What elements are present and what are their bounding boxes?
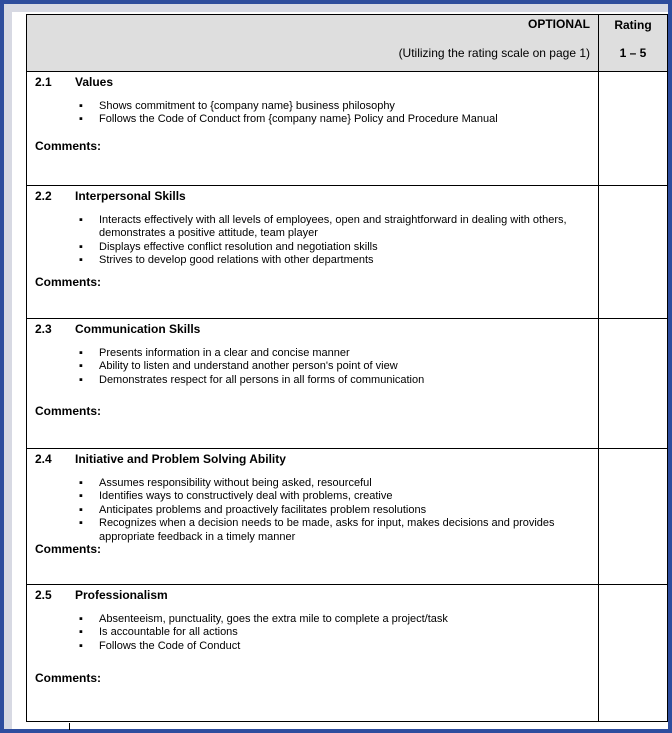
rating-cell[interactable] [599, 186, 668, 319]
header-rating-cell [599, 15, 668, 72]
rating-range: 1 – 5 [619, 46, 647, 60]
header-main-cell [27, 15, 599, 72]
section-number: 2.3 [35, 322, 52, 336]
list-item: ▪ Absenteeism, punctuality, goes the extra mile to complete a project/task [99, 613, 589, 626]
document-frame [4, 4, 668, 729]
optional-label: OPTIONAL [528, 17, 590, 31]
rating-title: Rating [614, 18, 652, 32]
list-item: ▪ Ability to listen and understand another person's point of view [99, 360, 589, 373]
section-heading [35, 189, 186, 203]
section-row-values [27, 72, 668, 186]
list-item: ▪ Anticipates problems and proactively facilitates problem resolutions [99, 504, 589, 517]
scale-note: (Utilizing the rating scale on page 1) [398, 46, 590, 60]
section-row-interpersonal-skills [27, 186, 668, 319]
comments-label: Comments: [35, 404, 102, 418]
rating-cell[interactable] [599, 72, 668, 186]
bullet-list [99, 613, 589, 653]
rating-cell[interactable] [599, 585, 668, 722]
section-heading [35, 588, 168, 602]
list-item: ▪ Displays effective conflict resolution and negotiation skills [99, 241, 589, 254]
section-number: 2.4 [35, 452, 52, 466]
text-cursor [69, 723, 70, 730]
bullet-list [99, 214, 589, 268]
rating-cell[interactable] [599, 319, 668, 449]
document-page [12, 12, 668, 729]
section-number: 2.1 [35, 75, 52, 89]
section-title: Communication Skills [75, 322, 201, 336]
section-cell [27, 186, 599, 319]
list-item: ▪ Interacts effectively with all levels of employees, open and straightforward in dealing with others, demonstrates a positive attitude, team player [99, 214, 589, 241]
section-number: 2.5 [35, 588, 52, 602]
list-item: ▪ Demonstrates respect for all persons in all forms of communication [99, 374, 589, 387]
section-cell [27, 585, 599, 722]
section-cell [27, 319, 599, 449]
section-heading [35, 322, 200, 336]
section-row-initiative [27, 449, 668, 585]
section-title: Interpersonal Skills [75, 189, 186, 203]
list-item: ▪ Shows commitment to {company name} business philosophy [99, 100, 589, 113]
comments-label: Comments: [35, 139, 102, 153]
rating-cell[interactable] [599, 449, 668, 585]
section-title: Professionalism [75, 588, 168, 602]
section-title: Values [75, 75, 114, 89]
bullet-list [99, 477, 589, 544]
section-heading [35, 75, 113, 89]
list-item: ▪ Identifies ways to constructively deal with problems, creative [99, 490, 589, 503]
list-item: ▪ Follows the Code of Conduct from {company name} Policy and Procedure Manual [99, 113, 589, 126]
section-cell [27, 72, 599, 186]
section-heading [35, 452, 286, 466]
list-item: ▪ Presents information in a clear and concise manner [99, 347, 589, 360]
list-item: ▪ Assumes responsibility without being asked, resourceful [99, 477, 589, 490]
comments-label: Comments: [35, 275, 102, 289]
section-cell [27, 449, 599, 585]
evaluation-table [26, 14, 668, 722]
section-number: 2.2 [35, 189, 52, 203]
bullet-list [99, 347, 589, 387]
section-row-professionalism [27, 585, 668, 722]
table-header-row [27, 15, 668, 72]
comments-label: Comments: [35, 671, 102, 685]
list-item: ▪ Is accountable for all actions [99, 626, 589, 639]
list-item: ▪ Recognizes when a decision needs to be made, asks for input, makes decisions and provides appropriate feedback in a timely manner [99, 517, 589, 544]
bullet-list [99, 100, 589, 127]
section-row-communication-skills [27, 319, 668, 449]
list-item: ▪ Follows the Code of Conduct [99, 640, 589, 653]
section-title: Initiative and Problem Solving Ability [75, 452, 286, 466]
list-item: ▪ Strives to develop good relations with other departments [99, 254, 589, 267]
comments-label: Comments: [35, 542, 102, 556]
